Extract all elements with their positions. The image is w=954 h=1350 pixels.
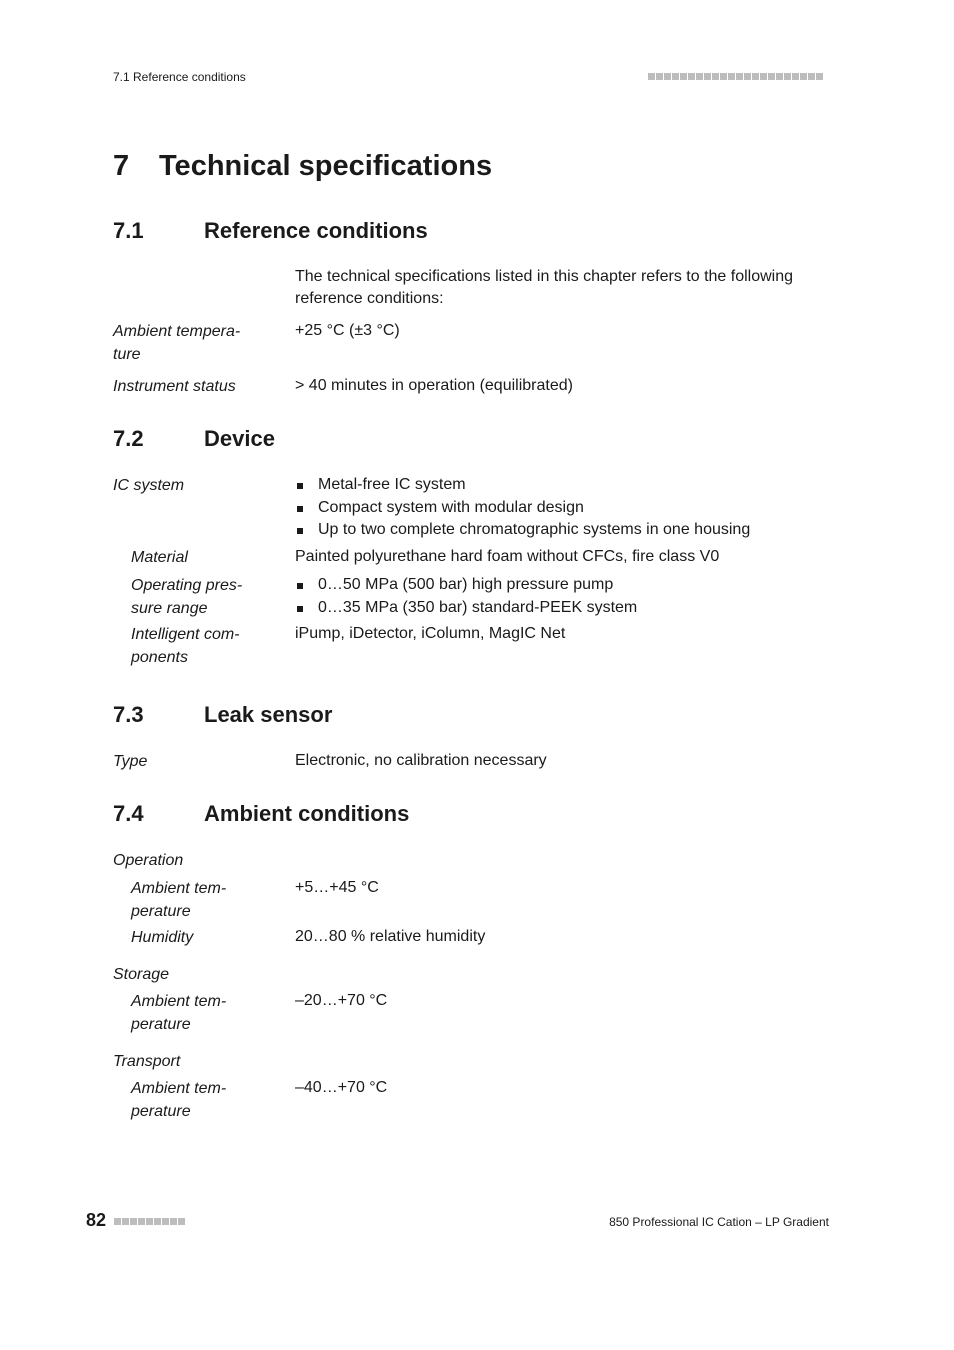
transport-temperature-value: –40…+70 °C	[295, 1079, 388, 1096]
decoration-square	[704, 73, 711, 80]
decoration-square	[768, 73, 775, 80]
section-heading-device	[113, 426, 275, 452]
section-heading-reference-conditions	[113, 218, 428, 244]
operation-label: Operation	[113, 852, 184, 869]
decoration-square	[792, 73, 799, 80]
section-number: 7.2	[113, 426, 144, 451]
decoration-square	[760, 73, 767, 80]
reference-intro: The technical specifications listed in this chapter refers to the following reference conditions:	[295, 268, 794, 307]
chapter-title	[113, 150, 492, 183]
decoration-square	[744, 73, 751, 80]
decoration-square	[712, 73, 719, 80]
decoration-square	[146, 1218, 153, 1225]
humidity-label: Humidity	[131, 929, 194, 946]
storage-label: Storage	[113, 966, 170, 983]
section-number: 7.3	[113, 702, 144, 727]
page-number: 82	[86, 1210, 107, 1230]
material-label: Material	[131, 549, 188, 566]
intelligent-components-value: iPump, iDetector, iColumn, MagIC Net	[295, 625, 566, 642]
chapter-number: 7	[113, 150, 130, 182]
decoration-square	[752, 73, 759, 80]
list-item: 0…50 MPa (500 bar) high pressure pump	[295, 574, 637, 597]
decoration-square	[648, 73, 655, 80]
decoration-square	[130, 1218, 137, 1225]
decoration-square	[114, 1218, 121, 1225]
decoration-square	[170, 1218, 177, 1225]
pressure-range-label: Operating pres- sure range	[131, 577, 243, 617]
running-header-title: 7.1 Reference conditions	[113, 70, 246, 84]
storage-temperature-label: Ambient tem- perature	[131, 993, 227, 1033]
type-value: Electronic, no calibration necessary	[295, 752, 547, 769]
transport-temperature-label: Ambient tem- perature	[131, 1080, 227, 1120]
storage-temperature-value: –20…+70 °C	[295, 992, 388, 1009]
decoration-square	[178, 1218, 185, 1225]
humidity-value: 20…80 % relative humidity	[295, 928, 486, 945]
list-item: Metal-free IC system	[295, 474, 750, 497]
decoration-square	[784, 73, 791, 80]
list-item: Compact system with modular design	[295, 497, 750, 520]
intelligent-components-label: Intelligent com- ponents	[131, 626, 240, 666]
operation-temperature-value: +5…+45 °C	[295, 879, 379, 896]
decoration-square	[138, 1218, 145, 1225]
decoration-square	[736, 73, 743, 80]
operation-temperature-label: Ambient tem- perature	[131, 880, 227, 920]
section-number: 7.4	[113, 801, 144, 826]
list-item: Up to two complete chromatographic systems in one housing	[295, 519, 750, 542]
ic-system-list	[295, 474, 750, 542]
transport-label: Transport	[113, 1053, 181, 1070]
decoration-square	[720, 73, 727, 80]
section-title: Reference conditions	[204, 218, 428, 243]
ic-system-label: IC system	[113, 477, 185, 494]
instrument-status-label: Instrument status	[113, 378, 236, 395]
decoration-square	[696, 73, 703, 80]
decoration-square	[808, 73, 815, 80]
decoration-square	[776, 73, 783, 80]
decoration-square	[672, 73, 679, 80]
chapter-title-text: Technical specifications	[159, 150, 493, 182]
pressure-range-list	[295, 574, 637, 619]
list-item: 0…35 MPa (350 bar) standard-PEEK system	[295, 597, 637, 620]
section-number: 7.1	[113, 218, 144, 243]
decoration-square	[122, 1218, 129, 1225]
decoration-square	[680, 73, 687, 80]
material-value: Painted polyurethane hard foam without CFCs, fire class V0	[295, 548, 720, 565]
footer-decoration-squares	[114, 1218, 185, 1225]
decoration-square	[800, 73, 807, 80]
decoration-square	[728, 73, 735, 80]
section-title: Leak sensor	[204, 702, 333, 727]
section-heading-leak-sensor	[113, 702, 332, 728]
decoration-square	[664, 73, 671, 80]
type-label: Type	[113, 753, 148, 770]
decoration-square	[162, 1218, 169, 1225]
section-title: Ambient conditions	[204, 801, 410, 826]
ambient-temperature-value: +25 °C (±3 °C)	[295, 322, 400, 339]
header-decoration-squares	[648, 73, 823, 80]
instrument-status-value: > 40 minutes in operation (equilibrated)	[295, 377, 573, 394]
section-heading-ambient-conditions	[113, 801, 409, 827]
decoration-square	[816, 73, 823, 80]
footer-document-title: 850 Professional IC Cation – LP Gradient	[609, 1215, 829, 1229]
decoration-square	[154, 1218, 161, 1225]
decoration-square	[688, 73, 695, 80]
decoration-square	[656, 73, 663, 80]
section-title: Device	[204, 426, 275, 451]
ambient-temperature-label: Ambient tempera- ture	[113, 323, 241, 363]
